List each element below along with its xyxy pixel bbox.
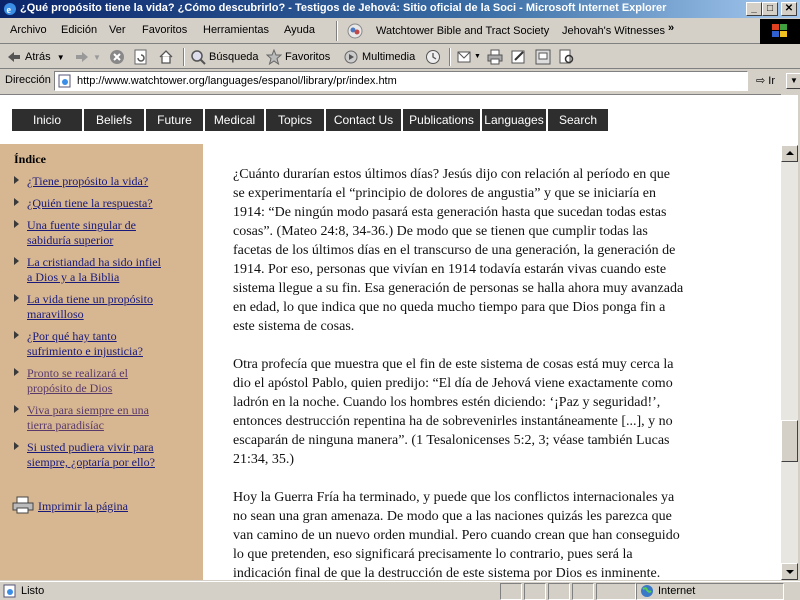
links-separator: [336, 21, 338, 41]
scroll-up-button[interactable]: [781, 145, 798, 162]
home-icon[interactable]: [158, 49, 174, 65]
nav-inicio[interactable]: Inicio: [12, 109, 84, 131]
bullet-arrow-icon: [14, 176, 19, 184]
toolbar: Atrás ▼ ▼ Búsqueda Favoritos Multimedia ▼: [0, 45, 800, 69]
address-dropdown-button[interactable]: ▼: [786, 73, 800, 89]
internet-zone-icon: [640, 584, 654, 598]
print-page-label: Imprimir la página: [38, 499, 128, 513]
down-arrow-icon: [786, 570, 794, 574]
history-icon[interactable]: [425, 49, 441, 65]
windows-logo: [760, 19, 800, 44]
article-paragraph: Hoy la Guerra Fría ha terminado, y puede que los conflictos internacionales ya no sean una gran amenaza. De modo que a las naciones quizás les parezca que van camino de un nuevo orden mundial. Pero cuando crean que han conseguido lo que pretenden, eso significará precisamente lo contrario, pues será la indicación final de que la destrucción de este sistema por Dios es inminente.: [233, 490, 680, 580]
scroll-thumb[interactable]: [781, 420, 798, 462]
print-icon[interactable]: [487, 49, 503, 65]
nav-contact-us[interactable]: Contact Us: [326, 109, 403, 131]
menu-edicion[interactable]: Edición: [61, 24, 98, 36]
up-arrow-icon: [786, 151, 794, 155]
back-label: Atrás: [25, 51, 51, 63]
window-title: ¿Qué propósito tiene la vida? ¿Cómo descubrirlo? - Testigos de Jehová: Sitio oficial de la Soci - Microsoft Internet Explorer: [20, 2, 667, 14]
nav-publications[interactable]: Publications: [403, 109, 482, 131]
bullet-arrow-icon: [14, 442, 19, 450]
close-button[interactable]: ✕: [781, 2, 797, 16]
status-text: Listo: [21, 585, 45, 597]
status-bar: [0, 581, 800, 600]
favorites-label: Favoritos: [285, 51, 331, 63]
article-body: [233, 165, 718, 580]
back-button[interactable]: Atrás ▼: [6, 48, 65, 66]
menu-ver[interactable]: Ver: [109, 24, 126, 36]
mail-icon[interactable]: [457, 49, 473, 65]
nav-future[interactable]: Future: [146, 109, 205, 131]
favorites-button[interactable]: [266, 48, 330, 66]
toc-heading: Índice: [14, 152, 47, 166]
page-status-icon: [3, 584, 17, 598]
nav-beliefs[interactable]: Beliefs: [84, 109, 146, 131]
link-watchtower[interactable]: Watchtower Bible and Tract Society: [376, 25, 550, 37]
vertical-scrollbar[interactable]: [781, 145, 798, 580]
page-icon: [58, 74, 72, 88]
nav-medical[interactable]: Medical: [205, 109, 266, 131]
menu-favoritos[interactable]: Favoritos: [142, 24, 188, 36]
bullet-arrow-icon: [14, 257, 19, 265]
nav-topics[interactable]: Topics: [266, 109, 326, 131]
bullet-arrow-icon: [14, 220, 19, 228]
bullet-arrow-icon: [14, 405, 19, 413]
media-icon: [343, 49, 359, 65]
go-arrow-icon: ⇨: [756, 75, 766, 87]
discuss-icon[interactable]: [535, 49, 551, 65]
nav-languages[interactable]: Languages: [482, 109, 548, 131]
title-bar: [0, 0, 800, 18]
edit-icon[interactable]: [511, 49, 527, 65]
search-label: Búsqueda: [209, 51, 259, 63]
search-icon: [190, 49, 206, 65]
watchtower-link-icon: [347, 23, 363, 39]
forward-button[interactable]: ▼: [74, 48, 101, 66]
forward-arrow-icon: [74, 49, 90, 65]
menu-herramientas[interactable]: Herramientas: [203, 24, 270, 36]
go-button[interactable]: [756, 74, 775, 87]
back-arrow-icon: [6, 49, 22, 65]
media-label: Multimedia: [362, 51, 416, 63]
nav-search[interactable]: Search: [548, 109, 608, 131]
address-url: http://www.watchtower.org/languages/espanol/library/pr/index.htm: [77, 75, 397, 87]
page-content: [0, 94, 781, 580]
minimize-button[interactable]: _: [746, 2, 762, 16]
address-label: Dirección: [5, 74, 51, 86]
more-links-chevron[interactable]: »: [668, 22, 675, 34]
bullet-arrow-icon: [14, 331, 19, 339]
bullet-arrow-icon: [14, 198, 19, 206]
search-button[interactable]: [190, 48, 259, 66]
refresh-icon[interactable]: [133, 49, 149, 65]
article-paragraph: ¿Cuánto durarían estos últimos días? Jesús dijo con relación al período en que se experimentaría el “principio de dolores de angustia” y que se iniciaría en 1914: “De ningún modo pasará esta generación hasta que sucedan todas estas cosas”. (Mateo 24:8, 34-36.) De modo que se tienen que cumplir todas las facetas de los últimos días en el transcurso de una generación, la generación de 1914. Por eso, personas que vivían en 1914 todavía estarán vivas cuando este sistema llegue a su fin. Esa generación de personas se halla ahora muy avanzada en edad, lo que indica que no queda mucho tiempo para que Dios ponga fin a este sistema de cosas.: [233, 167, 684, 334]
security-zone-label: Internet: [658, 585, 696, 597]
stop-icon[interactable]: [109, 49, 125, 65]
table-of-contents: Índice ¿Tiene propósito la vida? ¿Quién tiene la respuesta? Una fuente singular de sabiduría superior La cristiandad ha sido infiel a Dios y a la Biblia La vida tiene un propósito maravilloso ¿Por qué hay tanto sufrimiento e injusticia? Pronto se realizará el propósito de Dios Viva para siempre en una tierra paradisíac Si usted pudiera vivir para siempre, ¿optaría por ello? Imprimir la página: [0, 144, 203, 580]
research-icon[interactable]: [559, 49, 575, 65]
address-bar: [0, 70, 800, 93]
go-label: Ir: [768, 75, 776, 87]
scroll-down-button[interactable]: [781, 563, 798, 580]
bullet-arrow-icon: [14, 294, 19, 302]
printer-icon: [12, 496, 34, 514]
maximize-button[interactable]: □: [762, 2, 778, 16]
menu-bar: [0, 18, 800, 44]
link-jehovahs-witnesses[interactable]: Jehovah's Witnesses: [562, 25, 665, 37]
menu-archivo[interactable]: Archivo: [10, 24, 47, 36]
svg-text:e: e: [6, 5, 11, 16]
article-paragraph: Otra profecía que muestra que el fin de este sistema de cosas está muy cerca la dio el apóstol Pablo, quien predijo: “El día de Jehová viene exactamente como ladrón en la noche. Cuando los hombres estén diciendo: ‘¡Paz y seguridad!’, entonces destrucción repentina ha de sobrevenirles instantáneamente [...], y no escaparán de ninguna manera”. (1 Tesalonicenses 5:2, 3; véase también Lucas 21:34, 35.): [233, 357, 674, 467]
site-nav: [12, 109, 608, 131]
internet-explorer-icon: [3, 2, 17, 16]
menu-ayuda[interactable]: Ayuda: [284, 24, 315, 36]
media-button[interactable]: [343, 48, 415, 66]
favorites-star-icon: [266, 49, 282, 65]
bullet-arrow-icon: [14, 368, 19, 376]
